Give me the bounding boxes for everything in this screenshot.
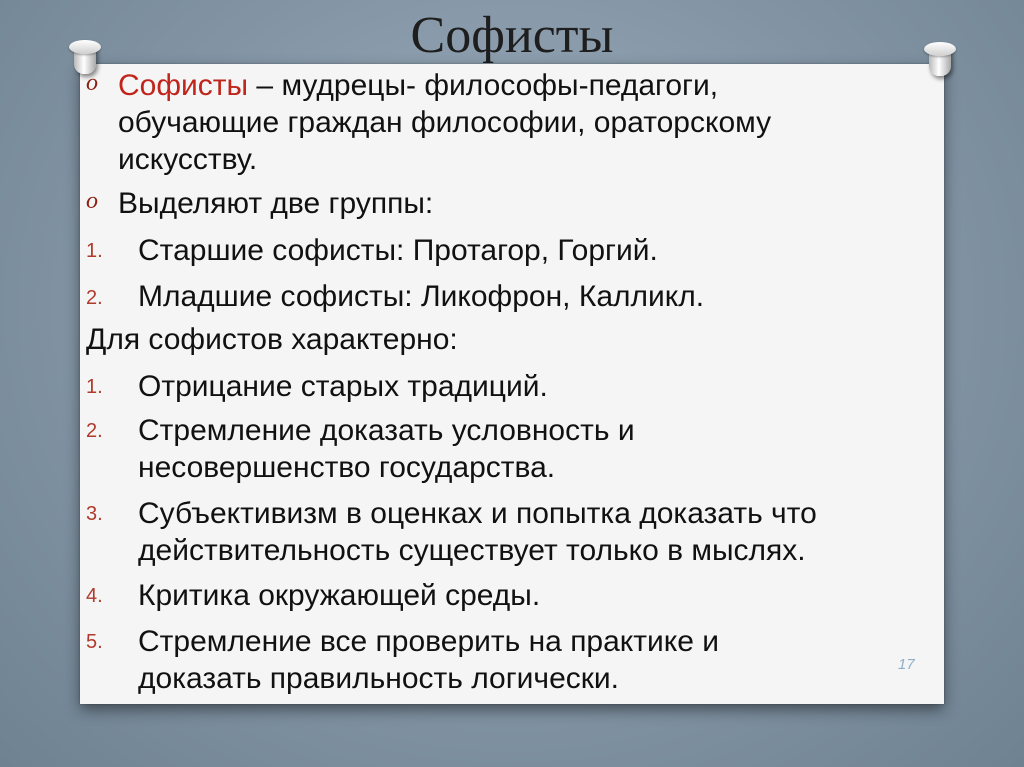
- feature-number: 1.: [86, 376, 103, 398]
- bullet-marker-icon: o: [86, 188, 98, 214]
- definition-line-1: [118, 67, 718, 104]
- feature-line: Стремление доказать условность и: [138, 414, 635, 447]
- definition-line-3: искусству.: [118, 143, 258, 176]
- feature-line: несовершенство государства.: [138, 451, 556, 484]
- feature-number: 2.: [86, 420, 103, 442]
- group-item: Старшие софисты: Протагор, Горгий.: [138, 234, 658, 267]
- feature-number: 4.: [86, 585, 103, 607]
- group-item: Младшие софисты: Ликофрон, Калликл.: [138, 280, 705, 313]
- pushpin-icon-right: [929, 46, 951, 76]
- group-number: 1.: [86, 240, 103, 262]
- features-heading: Для софистов характерно:: [86, 323, 458, 356]
- feature-line: Отрицание старых традиций.: [138, 370, 548, 403]
- feature-line: действительность существует только в мыслях.: [138, 534, 806, 567]
- feature-line: Субъективизм в оценках и попытка доказать что: [138, 497, 817, 530]
- bullet-marker-icon: o: [86, 70, 98, 96]
- definition-text: – мудрецы- философы-педагоги,: [248, 69, 719, 102]
- feature-line: доказать правильность логически.: [138, 662, 619, 695]
- slide-title: Софисты: [410, 7, 614, 64]
- group-number: 2.: [86, 287, 103, 309]
- definition-term: Софисты: [118, 69, 249, 102]
- definition-line-2: обучающие граждан философии, ораторскому: [118, 106, 772, 139]
- feature-number: 3.: [86, 503, 103, 525]
- feature-line: Стремление все проверить на практике и: [138, 625, 720, 658]
- feature-number: 5.: [86, 631, 103, 653]
- feature-line: Критика окружающей среды.: [138, 579, 541, 612]
- page-number: 17: [898, 656, 915, 673]
- groups-intro: Выделяют две группы:: [118, 187, 434, 220]
